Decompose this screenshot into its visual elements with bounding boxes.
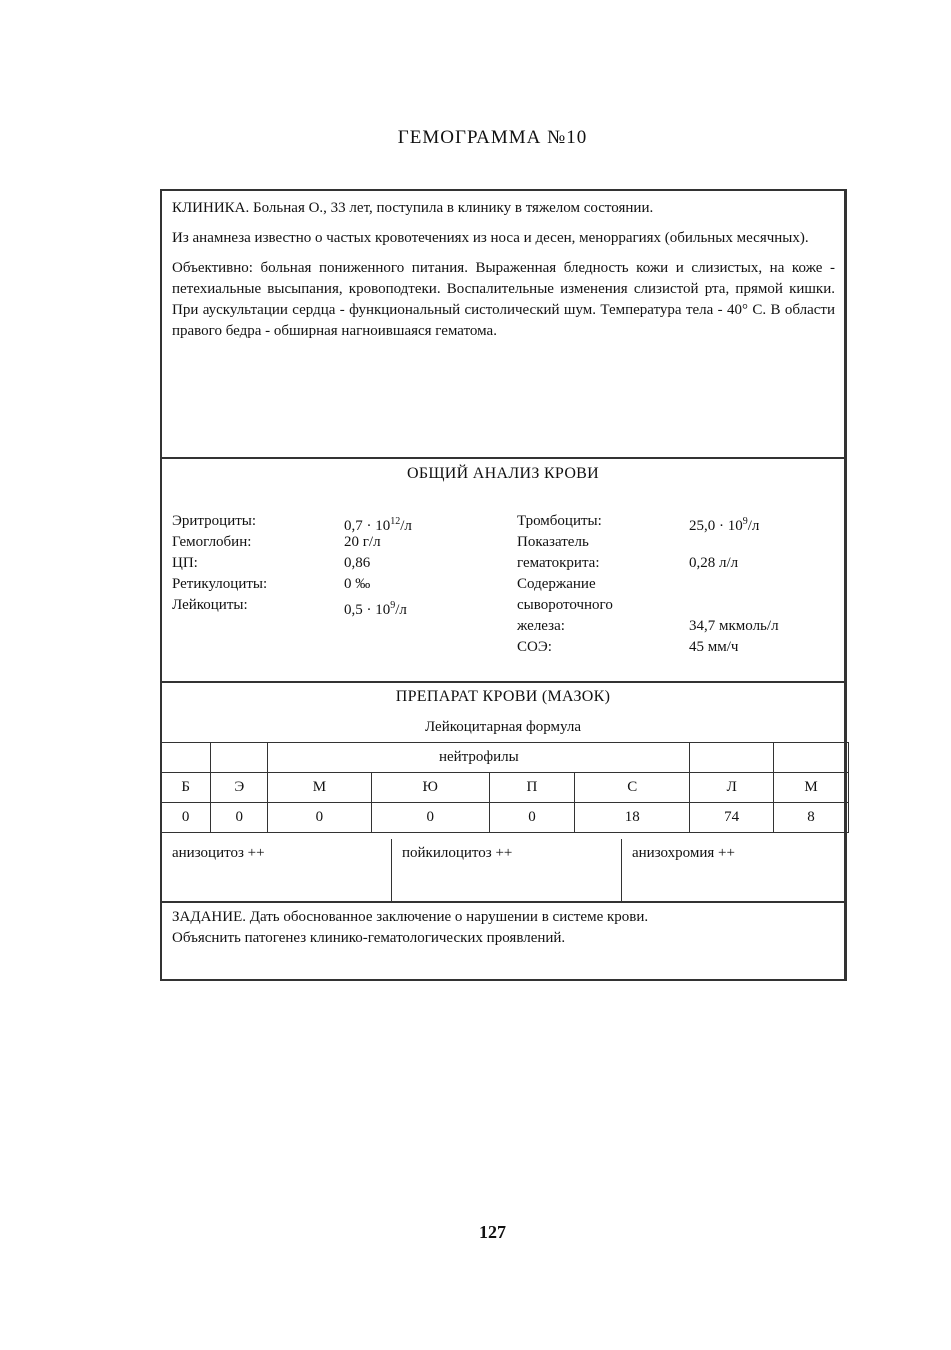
left-values [344,511,412,616]
label-hematocrit-1: Показатель [517,534,589,550]
value-reticulocytes: 0 ‰ [344,576,371,592]
value-serum-iron: 34,7 мкмоль/л [689,618,779,634]
smear-title: ПРЕПАРАТ КРОВИ (МАЗОК) [395,688,611,705]
table-row [161,743,849,773]
value-leukocytes: $0,5 \cdot 10^9/л$ [344,600,407,618]
label-iron-3: железа: [517,618,565,634]
value-color-index: 0,86 [344,555,371,571]
header-cell: Л [690,773,774,803]
label-leukocytes: Лейкоциты: [172,597,248,613]
page-number: 127 [479,1222,506,1242]
leukocyte-formula-table [160,742,849,833]
label-erythrocytes: Эритроциты: [172,513,257,529]
morphology-poikilocytosis: пойкилоцитоз ++ [402,845,513,861]
right-values [689,511,779,658]
divider [162,681,844,683]
task-line-1: ЗАДАНИЕ. Дать обоснованное заключение о нарушении в системе крови. [172,909,649,925]
header-cell: Ю [371,773,489,803]
blood-test-title: ОБЩИЙ АНАЛИЗ КРОВИ [406,465,600,482]
label-hematocrit-2: гематокрита: [517,555,600,571]
divider [162,901,844,903]
task-section [162,907,844,949]
value-cell: 74 [690,803,774,833]
value-platelets: $25,0 \cdot 10^9/л$ [689,516,760,534]
label-iron-2: сывороточного [517,597,613,613]
clinic-section [162,191,844,459]
morphology-anisochromia: анизохромия ++ [632,845,735,861]
neutrophils-header: нейтрофилы [268,743,690,773]
value-cell: 8 [773,803,848,833]
value-cell: 0 [268,803,371,833]
value-cell: 0 [211,803,268,833]
label-reticulocytes: Ретикулоциты: [172,576,268,592]
header-cell: Б [161,773,211,803]
value-cell: 0 [161,803,211,833]
clinic-objective: Объективно: больная пониженного питания. Выраженная бледность кожи и слизистых, на коже - петехиальные высыпания, кровоподтеки. Воспалительные изменения слизистой рта, прямой кишки. При аускультации сердца - функциональный систолический шум. Температура тела - 40° С. В области правого бедра - обширная нагноившаяся гематома. [172,260,835,339]
table-row [161,803,849,833]
formula-title: Лейкоцитарная формула [424,719,582,735]
value-erythrocytes: $0,7 \cdot 10^{12}/л$ [344,516,412,534]
value-cell: 0 [371,803,489,833]
header-cell: Э [211,773,268,803]
hemogram-card [160,189,847,981]
page-title: ГЕМОГРАММА №10 [397,127,588,148]
header-cell: М [268,773,371,803]
left-labels [172,511,267,616]
label-color-index: ЦП: [172,555,198,571]
header-cell: П [489,773,574,803]
label-hemoglobin: Гемоглобин: [172,534,252,550]
label-esr: СОЭ: [517,639,552,655]
value-esr: 45 мм/ч [689,639,739,655]
value-cell: 0 [489,803,574,833]
label-platelets: Тромбоциты: [517,513,602,529]
label-iron-1: Содержание [517,576,596,592]
value-hemoglobin: 20 г/л [344,534,381,550]
clinic-intro: КЛИНИКА. Больная О., 33 лет, поступила в клинику в тяжелом состоянии. [172,200,654,216]
value-cell: 18 [575,803,690,833]
right-labels [517,511,613,658]
morphology-anisocytosis: анизоцитоз ++ [172,845,265,861]
divider [162,457,844,459]
table-row [161,773,849,803]
clinic-anamnesis: Из анамнеза известно о частых кровотечениях из носа и десен, меноррагиях (обильных месячных). [172,230,809,246]
header-cell: С [575,773,690,803]
task-line-2: Объяснить патогенез клинико-гематологических проявлений. [172,930,566,946]
value-hematocrit: 0,28 л/л [689,555,739,571]
header-cell: М [773,773,848,803]
